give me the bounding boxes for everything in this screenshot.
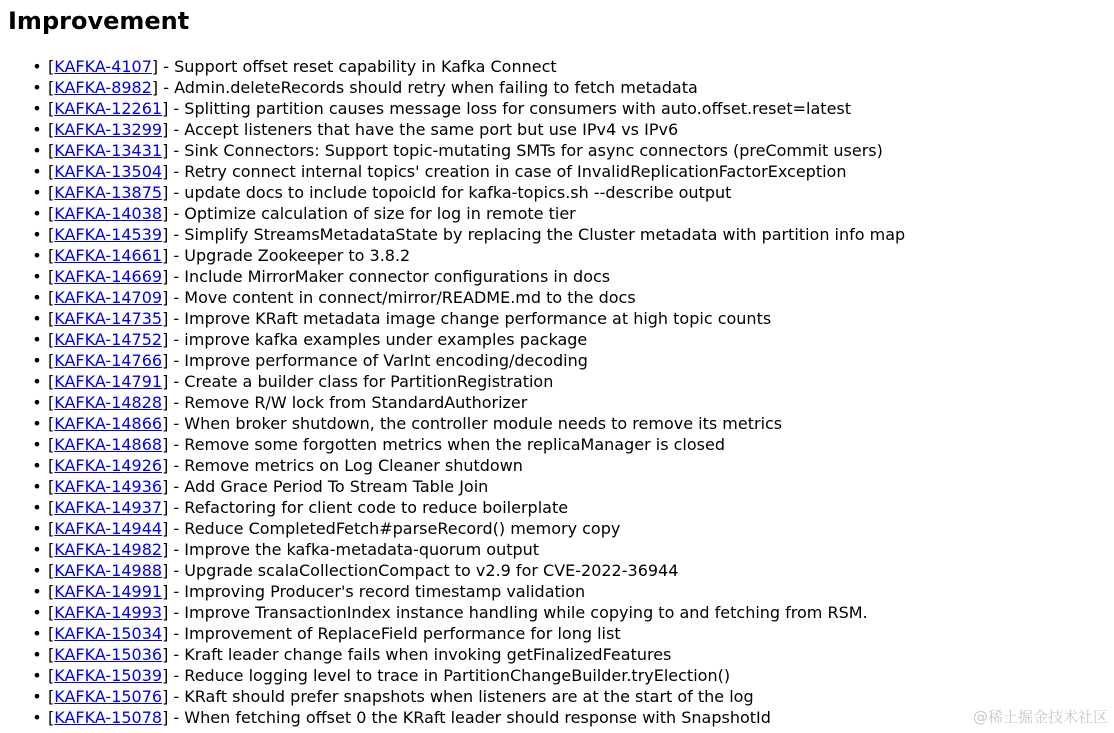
bracket-open: [ bbox=[48, 603, 55, 622]
bracket-close: ] bbox=[162, 267, 169, 286]
separator: - bbox=[158, 57, 175, 76]
bracket-close: ] bbox=[162, 288, 169, 307]
separator: - bbox=[168, 435, 185, 454]
issue-link[interactable]: KAFKA-14868 bbox=[54, 435, 163, 454]
bracket-open: [ bbox=[48, 519, 55, 538]
bullet-icon: • bbox=[32, 183, 42, 202]
list-item bbox=[32, 98, 905, 119]
bracket-open: [ bbox=[48, 204, 55, 223]
list-item bbox=[32, 245, 905, 266]
bullet-icon: • bbox=[32, 309, 42, 328]
bullet-icon: • bbox=[32, 162, 42, 181]
separator: - bbox=[168, 372, 185, 391]
issue-link[interactable]: KAFKA-15076 bbox=[54, 687, 163, 706]
bullet-icon: • bbox=[32, 666, 42, 685]
list-item bbox=[32, 308, 905, 329]
issue-link[interactable]: KAFKA-14926 bbox=[54, 456, 163, 475]
issue-summary: Refactoring for client code to reduce boilerplate bbox=[184, 498, 569, 517]
separator: - bbox=[168, 246, 185, 265]
bracket-close: ] bbox=[162, 162, 169, 181]
list-item bbox=[32, 203, 905, 224]
bracket-open: [ bbox=[48, 351, 55, 370]
issue-link[interactable]: KAFKA-14709 bbox=[54, 288, 163, 307]
issue-summary: KRaft should prefer snapshots when listeners are at the start of the log bbox=[184, 687, 754, 706]
separator: - bbox=[158, 78, 175, 97]
bullet-icon: • bbox=[32, 435, 42, 454]
bracket-close: ] bbox=[162, 120, 169, 139]
separator: - bbox=[168, 99, 185, 118]
bracket-open: [ bbox=[48, 498, 55, 517]
issue-link[interactable]: KAFKA-14766 bbox=[54, 351, 163, 370]
issue-summary: Improve performance of VarInt encoding/decoding bbox=[184, 351, 588, 370]
bracket-open: [ bbox=[48, 708, 55, 727]
list-item bbox=[32, 497, 905, 518]
bracket-close: ] bbox=[162, 246, 169, 265]
bullet-icon: • bbox=[32, 540, 42, 559]
list-item bbox=[32, 266, 905, 287]
bracket-close: ] bbox=[162, 498, 169, 517]
bracket-close: ] bbox=[162, 225, 169, 244]
bullet-icon: • bbox=[32, 687, 42, 706]
separator: - bbox=[168, 204, 185, 223]
bracket-close: ] bbox=[151, 57, 159, 76]
bracket-open: [ bbox=[48, 540, 55, 559]
bracket-open: [ bbox=[48, 141, 55, 160]
issue-link[interactable]: KAFKA-14982 bbox=[54, 540, 163, 559]
separator: - bbox=[168, 225, 185, 244]
bracket-open: [ bbox=[48, 225, 55, 244]
issue-summary: Improve TransactionIndex instance handling while copying to and fetching from RSM. bbox=[184, 603, 868, 622]
separator: - bbox=[168, 120, 185, 139]
section-title: Improvement bbox=[8, 7, 190, 35]
separator: - bbox=[168, 141, 185, 160]
list-item bbox=[32, 686, 905, 707]
bracket-close: ] bbox=[162, 456, 169, 475]
bracket-open: [ bbox=[48, 477, 55, 496]
separator: - bbox=[168, 309, 185, 328]
issue-summary: When broker shutdown, the controller module needs to remove its metrics bbox=[184, 414, 783, 433]
separator: - bbox=[168, 540, 185, 559]
bullet-icon: • bbox=[32, 57, 42, 76]
bracket-close: ] bbox=[162, 204, 169, 223]
issue-summary: Retry connect internal topics' creation in case of InvalidReplicationFactorException bbox=[184, 162, 847, 181]
bracket-close: ] bbox=[162, 624, 169, 643]
issue-link[interactable]: KAFKA-14988 bbox=[54, 561, 163, 580]
bracket-open: [ bbox=[48, 624, 55, 643]
bracket-close: ] bbox=[162, 603, 169, 622]
bracket-open: [ bbox=[48, 456, 55, 475]
bullet-icon: • bbox=[32, 288, 42, 307]
list-item bbox=[32, 77, 905, 98]
bracket-open: [ bbox=[48, 288, 55, 307]
bullet-icon: • bbox=[32, 99, 42, 118]
issue-summary: Create a builder class for PartitionRegistration bbox=[184, 372, 554, 391]
issue-summary: Remove metrics on Log Cleaner shutdown bbox=[184, 456, 523, 475]
bracket-close: ] bbox=[162, 582, 169, 601]
issue-summary: Accept listeners that have the same port but use IPv4 vs IPv6 bbox=[184, 120, 679, 139]
bullet-icon: • bbox=[32, 414, 42, 433]
bracket-open: [ bbox=[48, 393, 55, 412]
issue-link[interactable]: KAFKA-12261 bbox=[54, 99, 163, 118]
bullet-icon: • bbox=[32, 645, 42, 664]
list-item bbox=[32, 518, 905, 539]
list-item bbox=[32, 161, 905, 182]
separator: - bbox=[168, 267, 185, 286]
bullet-icon: • bbox=[32, 519, 42, 538]
bracket-open: [ bbox=[48, 183, 55, 202]
bullet-icon: • bbox=[32, 330, 42, 349]
issue-summary: Admin.deleteRecords should retry when failing to fetch metadata bbox=[174, 78, 698, 97]
bracket-close: ] bbox=[162, 519, 169, 538]
list-item bbox=[32, 350, 905, 371]
bullet-icon: • bbox=[32, 141, 42, 160]
separator: - bbox=[168, 708, 185, 727]
issue-summary: Splitting partition causes message loss for consumers with auto.offset.reset=latest bbox=[184, 99, 852, 118]
list-item bbox=[32, 623, 905, 644]
separator: - bbox=[168, 456, 185, 475]
bracket-open: [ bbox=[48, 162, 55, 181]
bracket-close: ] bbox=[162, 141, 169, 160]
issue-link[interactable]: KAFKA-15034 bbox=[54, 624, 163, 643]
issue-summary: Remove R/W lock from StandardAuthorizer bbox=[184, 393, 528, 412]
bullet-icon: • bbox=[32, 477, 42, 496]
issue-summary: When fetching offset 0 the KRaft leader should response with SnapshotId bbox=[184, 708, 771, 727]
bracket-close: ] bbox=[162, 561, 169, 580]
separator: - bbox=[168, 162, 185, 181]
list-item bbox=[32, 413, 905, 434]
watermark-text: @稀土掘金技术社区 bbox=[972, 708, 1108, 726]
issue-link[interactable]: KAFKA-14937 bbox=[54, 498, 163, 517]
issue-link[interactable]: KAFKA-14828 bbox=[54, 393, 163, 412]
issue-summary: Simplify StreamsMetadataState by replacing the Cluster metadata with partition info map bbox=[184, 225, 906, 244]
bracket-close: ] bbox=[162, 477, 169, 496]
bracket-open: [ bbox=[48, 687, 55, 706]
issue-summary: Upgrade scalaCollectionCompact to v2.9 for CVE-2022-36944 bbox=[184, 561, 679, 580]
issue-summary: Optimize calculation of size for log in remote tier bbox=[184, 204, 576, 223]
separator: - bbox=[168, 477, 185, 496]
separator: - bbox=[168, 393, 185, 412]
issue-summary: Add Grace Period To Stream Table Join bbox=[184, 477, 489, 496]
list-item bbox=[32, 392, 905, 413]
list-item bbox=[32, 434, 905, 455]
separator: - bbox=[168, 624, 185, 643]
bracket-close: ] bbox=[162, 183, 169, 202]
bracket-open: [ bbox=[48, 246, 55, 265]
bracket-open: [ bbox=[48, 330, 55, 349]
bullet-icon: • bbox=[32, 456, 42, 475]
issue-link[interactable]: KAFKA-8982 bbox=[54, 78, 152, 97]
issue-link[interactable]: KAFKA-14866 bbox=[54, 414, 163, 433]
bracket-close: ] bbox=[162, 330, 169, 349]
bullet-icon: • bbox=[32, 267, 42, 286]
issue-link[interactable]: KAFKA-14735 bbox=[54, 309, 163, 328]
issue-link[interactable]: KAFKA-14661 bbox=[54, 246, 163, 265]
list-item bbox=[32, 560, 905, 581]
issue-link[interactable]: KAFKA-15039 bbox=[54, 666, 163, 685]
list-item bbox=[32, 287, 905, 308]
issue-link[interactable]: KAFKA-15078 bbox=[54, 708, 163, 727]
separator: - bbox=[168, 498, 185, 517]
separator: - bbox=[168, 414, 185, 433]
bracket-close: ] bbox=[162, 708, 169, 727]
separator: - bbox=[168, 666, 185, 685]
issue-link[interactable]: KAFKA-13504 bbox=[54, 162, 163, 181]
bullet-icon: • bbox=[32, 351, 42, 370]
list-item bbox=[32, 371, 905, 392]
list-item bbox=[32, 665, 905, 686]
issue-link[interactable]: KAFKA-4107 bbox=[54, 57, 152, 76]
bracket-close: ] bbox=[162, 645, 169, 664]
issue-link[interactable]: KAFKA-13299 bbox=[54, 120, 163, 139]
bracket-open: [ bbox=[48, 414, 55, 433]
bracket-open: [ bbox=[48, 435, 55, 454]
bracket-close: ] bbox=[162, 372, 169, 391]
bracket-close: ] bbox=[162, 666, 169, 685]
issue-summary: update docs to include topoicId for kafka-topics.sh --describe output bbox=[184, 183, 732, 202]
separator: - bbox=[168, 603, 185, 622]
bracket-close: ] bbox=[162, 687, 169, 706]
bracket-close: ] bbox=[162, 414, 169, 433]
issue-link[interactable]: KAFKA-14936 bbox=[54, 477, 163, 496]
bracket-close: ] bbox=[162, 393, 169, 412]
separator: - bbox=[168, 351, 185, 370]
list-item bbox=[32, 581, 905, 602]
list-item bbox=[32, 56, 905, 77]
separator: - bbox=[168, 288, 185, 307]
bracket-open: [ bbox=[48, 561, 55, 580]
issue-summary: Improvement of ReplaceField performance for long list bbox=[184, 624, 621, 643]
bullet-icon: • bbox=[32, 204, 42, 223]
bullet-icon: • bbox=[32, 78, 42, 97]
issue-link[interactable]: KAFKA-14991 bbox=[54, 582, 163, 601]
issue-link[interactable]: KAFKA-14752 bbox=[54, 330, 163, 349]
issue-summary: Improve KRaft metadata image change performance at high topic counts bbox=[184, 309, 772, 328]
issue-link[interactable]: KAFKA-14539 bbox=[54, 225, 163, 244]
issue-summary: Reduce CompletedFetch#parseRecord() memory copy bbox=[184, 519, 621, 538]
bracket-open: [ bbox=[48, 645, 55, 664]
separator: - bbox=[168, 645, 185, 664]
bullet-icon: • bbox=[32, 582, 42, 601]
bullet-icon: • bbox=[32, 393, 42, 412]
issue-summary: Improving Producer's record timestamp validation bbox=[184, 582, 586, 601]
issue-summary: Move content in connect/mirror/README.md to the docs bbox=[184, 288, 636, 307]
issue-summary: Include MirrorMaker connector configurations in docs bbox=[184, 267, 611, 286]
bracket-close: ] bbox=[162, 309, 169, 328]
bracket-close: ] bbox=[162, 540, 169, 559]
bullet-icon: • bbox=[32, 372, 42, 391]
issue-link[interactable]: KAFKA-14791 bbox=[54, 372, 163, 391]
separator: - bbox=[168, 687, 185, 706]
issue-link[interactable]: KAFKA-14038 bbox=[54, 204, 163, 223]
bracket-open: [ bbox=[48, 372, 55, 391]
bullet-icon: • bbox=[32, 708, 42, 727]
list-item bbox=[32, 644, 905, 665]
separator: - bbox=[168, 330, 185, 349]
bullet-icon: • bbox=[32, 624, 42, 643]
list-item bbox=[32, 602, 905, 623]
bracket-open: [ bbox=[48, 267, 55, 286]
issue-link[interactable]: KAFKA-14993 bbox=[54, 603, 163, 622]
bracket-open: [ bbox=[48, 309, 55, 328]
release-notes-page bbox=[8, 0, 1114, 733]
issue-summary: Kraft leader change fails when invoking getFinalizedFeatures bbox=[184, 645, 672, 664]
bracket-open: [ bbox=[48, 78, 55, 97]
issue-link[interactable]: KAFKA-14669 bbox=[54, 267, 163, 286]
issue-summary: Reduce logging level to trace in PartitionChangeBuilder.tryElection() bbox=[184, 666, 731, 685]
issue-link[interactable]: KAFKA-14944 bbox=[54, 519, 163, 538]
separator: - bbox=[168, 582, 185, 601]
issue-list bbox=[8, 56, 905, 728]
list-item bbox=[32, 224, 906, 245]
list-item bbox=[32, 119, 905, 140]
separator: - bbox=[168, 183, 185, 202]
issue-summary: Upgrade Zookeeper to 3.8.2 bbox=[184, 246, 411, 265]
bracket-open: [ bbox=[48, 120, 55, 139]
bullet-icon: • bbox=[32, 498, 42, 517]
list-item bbox=[32, 329, 905, 350]
bullet-icon: • bbox=[32, 561, 42, 580]
list-item bbox=[32, 707, 905, 728]
bracket-open: [ bbox=[48, 57, 55, 76]
issue-link[interactable]: KAFKA-13875 bbox=[54, 183, 163, 202]
bullet-icon: • bbox=[32, 225, 42, 244]
bracket-open: [ bbox=[48, 666, 55, 685]
bracket-close: ] bbox=[162, 435, 169, 454]
issue-summary: Support offset reset capability in Kafka Connect bbox=[174, 57, 557, 76]
list-item bbox=[32, 182, 905, 203]
separator: - bbox=[168, 519, 185, 538]
issue-summary: improve kafka examples under examples package bbox=[184, 330, 588, 349]
issue-link[interactable]: KAFKA-15036 bbox=[54, 645, 163, 664]
issue-summary: Sink Connectors: Support topic-mutating SMTs for async connectors (preCommit users) bbox=[184, 141, 883, 160]
list-item bbox=[32, 140, 905, 161]
list-item bbox=[32, 455, 905, 476]
bracket-open: [ bbox=[48, 99, 55, 118]
bracket-open: [ bbox=[48, 582, 55, 601]
list-item bbox=[32, 539, 905, 560]
issue-link[interactable]: KAFKA-13431 bbox=[54, 141, 163, 160]
bracket-close: ] bbox=[162, 351, 169, 370]
separator: - bbox=[168, 561, 185, 580]
bracket-close: ] bbox=[151, 78, 159, 97]
issue-summary: Remove some forgotten metrics when the replicaManager is closed bbox=[184, 435, 725, 454]
list-item bbox=[32, 476, 905, 497]
bullet-icon: • bbox=[32, 246, 42, 265]
issue-summary: Improve the kafka-metadata-quorum output bbox=[184, 540, 540, 559]
bullet-icon: • bbox=[32, 120, 42, 139]
bullet-icon: • bbox=[32, 603, 42, 622]
bracket-close: ] bbox=[162, 99, 169, 118]
